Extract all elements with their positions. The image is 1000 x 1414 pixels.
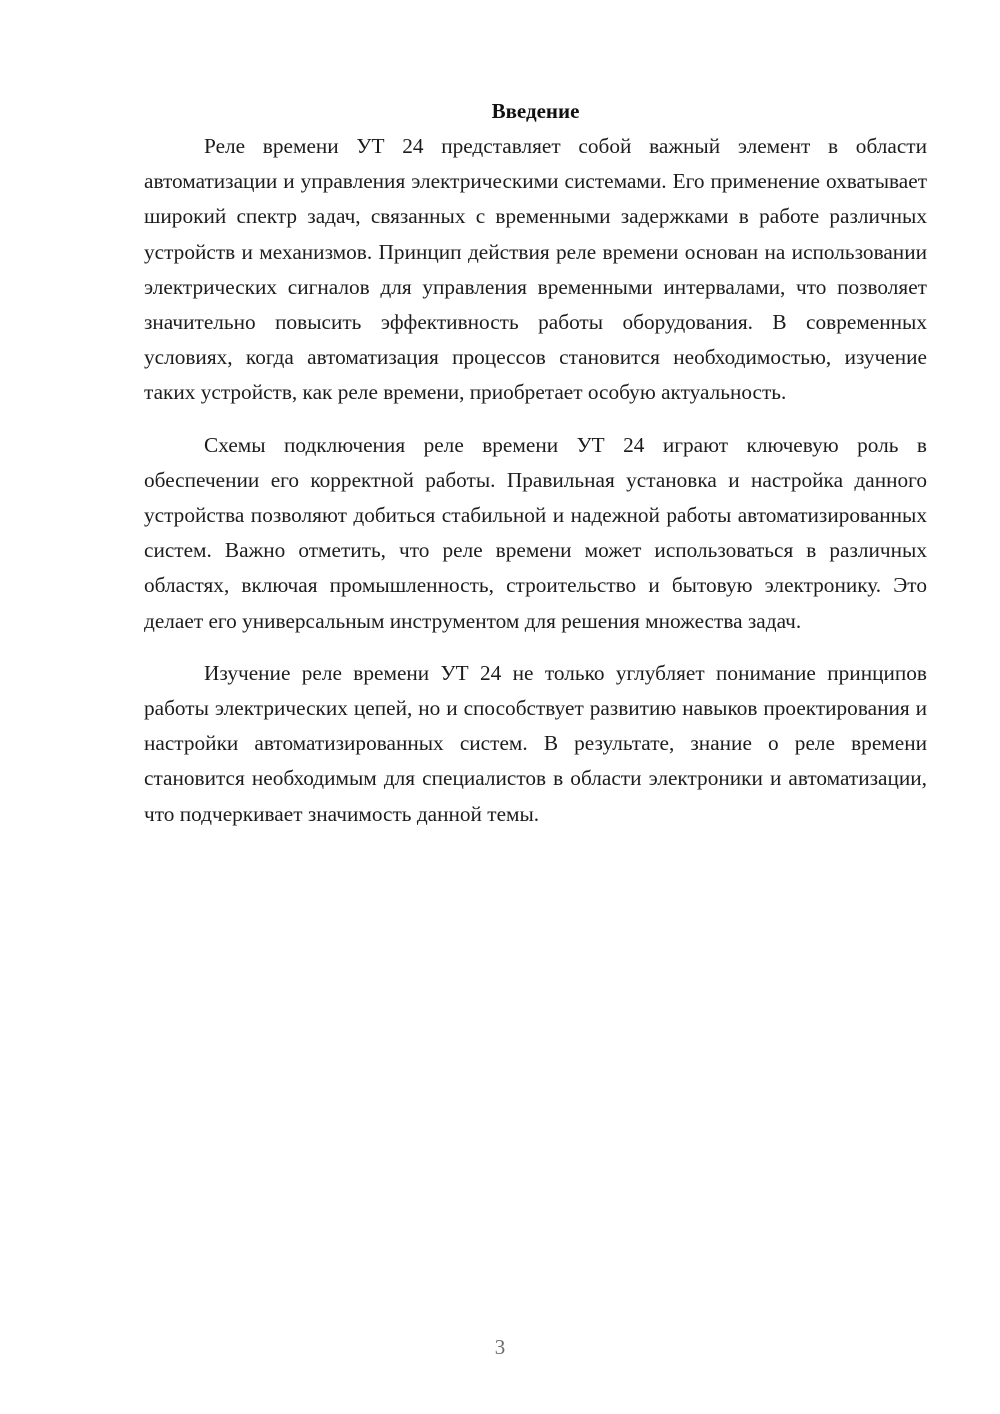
section-heading: Введение — [491, 99, 580, 123]
page-number: 3 — [494, 1335, 506, 1359]
paragraph-intro: Реле времени УТ 24 представляет собой важный элемент в области автоматизации и управления электрическими системами. Его применение охватывает широкий спектр задач, связанных с временными задержками в работе различных устройств и механизмов. Принцип действия реле времени основан на использовании электрических сигналов для управления временными интервалами, что позволяет значительно повысить эффективность работы оборудования. В современных условиях, когда автоматизация процессов становится необходимостью, изучение таких устройств, как реле времени, приобретает особую актуальность. — [144, 134, 927, 405]
paragraph-wiring: Схемы подключения реле времени УТ 24 играют ключевую роль в обеспечении его корректной работы. Правильная установка и настройка данного устройства позволяют добиться стабильной и надежной работы автоматизированных систем. Важно отметить, что реле времени может использоваться в различных областях, включая промышленность, строительство и бытовую электронику. Это делает его универсальным инструментом для решения множества задач. — [144, 432, 927, 633]
paragraph-study: Изучение реле времени УТ 24 не только углубляет понимание принципов работы электрических цепей, но и способствует развитию навыков проектирования и настройки автоматизированных систем. В результате, знание о реле времени становится необходимым для специалистов в области электроники и автоматизации, что подчеркивает значимость данной темы. — [144, 660, 927, 826]
page-content — [144, 94, 927, 832]
